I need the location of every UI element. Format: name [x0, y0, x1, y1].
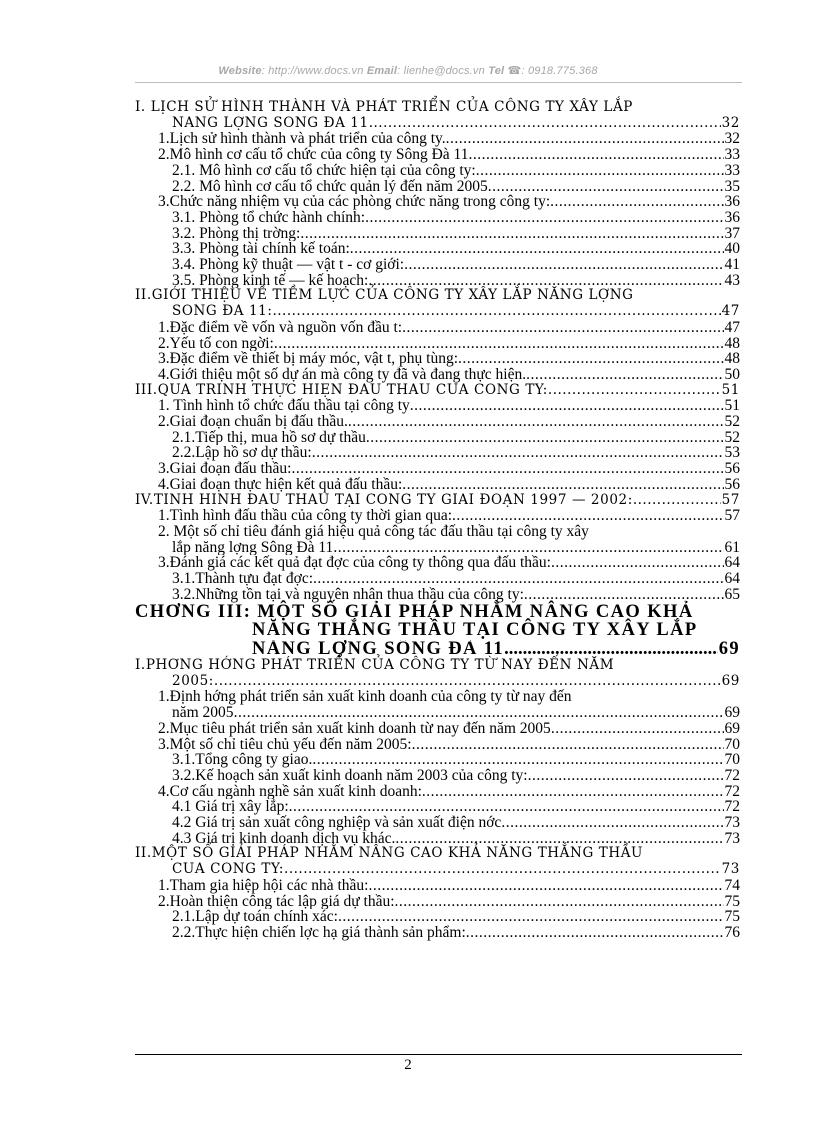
toc-entry-title: 2.1.Lập dự toán chính xác:	[172, 909, 338, 925]
toc-entry-title: NĂNG THẮNG THẦU TẠI CÔNG TY XÂY LẮP	[252, 620, 698, 640]
toc-entry-title: NĂNG LỢNG SÔNG ĐÀ 11	[252, 639, 505, 658]
toc-page-number: 33	[724, 162, 740, 179]
toc-entry[interactable]	[135, 878, 740, 894]
toc-entry-title: SÔNG ĐÀ 11:	[172, 304, 273, 320]
toc-entry[interactable]	[135, 320, 740, 336]
toc-page-number: 69	[718, 639, 740, 658]
toc-dot-leader	[214, 674, 721, 690]
toc-dot-leader	[274, 336, 724, 352]
toc-entry[interactable]	[135, 689, 740, 720]
toc-dot-leader	[452, 508, 723, 524]
toc-entry-title: 2.Yếu tố con ngời:	[158, 335, 274, 352]
toc-entry[interactable]	[135, 571, 740, 587]
toc-entry-title: 3.Giai đoạn đấu thầu:	[158, 461, 292, 477]
toc-entry-title: 3.2. Phòng thị trờng:	[172, 225, 301, 242]
page-header	[0, 64, 816, 77]
toc-entry-title: 3.4. Phòng kỹ thuật — vật t - cơ giới:	[172, 257, 405, 273]
toc-entry-title: 4.3 Giá trị kinh doanh dịch vụ khác.	[172, 830, 396, 847]
toc-page-number: 36	[724, 209, 740, 226]
toc-page-number: 75	[724, 893, 740, 910]
toc-dot-leader	[404, 257, 723, 273]
toc-entry[interactable]	[135, 752, 740, 768]
toc-entry-title: CỦA CÔNG TY:	[172, 862, 285, 878]
email-label: Email	[366, 65, 398, 77]
toc-dot-leader	[458, 351, 723, 367]
toc-entry[interactable]	[135, 210, 740, 226]
toc-entry-title: 2. Một số chỉ tiêu đánh giá hiệu quả công tác đấu thầu tại công ty xây	[158, 522, 589, 540]
toc-entry[interactable]	[135, 894, 740, 910]
toc-entry[interactable]	[135, 288, 740, 319]
toc-dot-leader	[422, 784, 724, 800]
toc-dot-leader	[395, 831, 723, 847]
toc-entry[interactable]	[135, 273, 740, 289]
toc-entry[interactable]	[135, 179, 740, 195]
toc-entry[interactable]	[135, 398, 740, 414]
toc-entry-title: 1.Tình hình đấu thầu của công ty thời gian qua:	[158, 508, 453, 524]
toc-entry[interactable]	[135, 131, 740, 147]
toc-dot-leader	[633, 493, 721, 509]
toc-page-number: 43	[724, 272, 740, 289]
toc-entry-title: II.MỘT SỐ GIẢI PHÁP NHẰM NÂNG CAO KHẢ NĂNG THẮNG THẦU	[135, 845, 644, 862]
toc-dot-leader	[466, 925, 724, 941]
toc-page-number: 51	[721, 382, 740, 398]
toc-entry[interactable]	[135, 461, 740, 477]
toc-dot-leader	[366, 430, 724, 446]
toc-page-number: 73	[724, 815, 740, 831]
toc-page-number: 75	[724, 909, 740, 925]
toc-entry[interactable]	[135, 445, 740, 461]
toc-entry-title: 3.3. Phòng tài chính kế toán:	[172, 241, 350, 258]
toc-dot-leader	[291, 461, 723, 477]
toc-page-number: 69	[724, 720, 740, 737]
toc-dot-leader	[365, 210, 723, 226]
toc-page-number: 48	[724, 335, 740, 352]
toc-entry-title: 1.Đặc điểm về vốn và nguồn vốn đầu t:	[158, 319, 403, 336]
toc-dot-leader	[348, 414, 724, 430]
toc-page-number: 36	[724, 194, 740, 210]
toc-page-number: 61	[724, 539, 740, 556]
toc-entry-title: 4.Giai đoạn thực hiện kết quả đấu thầu:	[158, 476, 403, 493]
toc-page-number: 72	[724, 783, 740, 800]
toc-entry-title: 4.1 Giá trị xây lắp:	[172, 799, 289, 816]
toc-page-number: 52	[724, 429, 740, 446]
toc-page-number: 57	[721, 492, 740, 508]
toc-page-number: 65	[724, 586, 740, 603]
toc-entry-title: 1.Tham gia hiệp hội các nhà thầu:	[158, 877, 369, 894]
toc-page-number: 72	[724, 767, 740, 784]
email-value: : lienhe@docs.vn	[397, 65, 485, 77]
toc-page-number: 51	[724, 398, 740, 415]
toc-entry-title: 4.Cơ cấu ngành nghề sản xuất kinh doanh:	[158, 783, 422, 800]
toc-entry-title: 1.Định hớng phát triển sản xuất kinh doanh của công ty từ nay đến	[158, 688, 572, 706]
toc-dot-leader	[551, 555, 724, 571]
toc-entry-title: IV.TÌNH HÌNH ĐẤU THẦU TẠI CÔNG TY GIAI ĐOẠN 1997 — 2002:	[135, 492, 633, 508]
toc-entry-title: III.QUÁ TRÌNH THỰC HIỆN ĐẤU THẦU CỦA CÔNG TY:	[135, 382, 548, 398]
toc-entry[interactable]	[135, 493, 740, 509]
toc-entry-title: 2.2. Mô hình cơ cấu tổ chức quản lý đến năm 2005	[172, 178, 488, 195]
toc-entry-title: 2.2.Thực hiện chiến lợc hạ giá thành sản phẩm:	[172, 924, 466, 941]
toc-page-number: 41	[724, 257, 740, 273]
toc-entry-title: lắp năng lợng Sông Đà 11	[172, 539, 334, 556]
toc-dot-leader	[548, 383, 721, 399]
toc-page-number: 73	[721, 862, 740, 878]
toc-page-number: 47	[724, 319, 740, 336]
toc-entry-title: 3.Đánh giá các kết quả đạt đợc của công ty thông qua đấu thầu:	[158, 555, 551, 572]
toc-entry-title: 4.Giới thiệu một số dự án mà công ty đã và đang thực hiện.	[158, 366, 527, 383]
toc-dot-leader	[504, 640, 718, 659]
toc-entry-title: 3.Đặc điểm về thiết bị máy móc, vật t, phụ tùng:	[158, 351, 459, 367]
toc-entry-title: 3.5. Phòng kinh tế — kế hoạch:	[172, 272, 369, 289]
toc-page-number: 50	[724, 366, 740, 383]
toc-entry-title: II.GIỚI THIỆU VỀ TIỀM LỰC CỦA CÔNG TY XÂY LẮP NĂNG LỢNG	[135, 287, 634, 304]
toc-entry[interactable]	[135, 737, 740, 753]
page-number: 2	[404, 1057, 412, 1073]
toc-entry[interactable]	[135, 351, 740, 367]
toc-dot-leader	[368, 273, 723, 289]
toc-dot-leader	[350, 241, 724, 257]
toc-entry-title: 2.1.Tiếp thị, mua hồ sơ dự thầu	[172, 429, 366, 446]
toc-page-number: 47	[721, 304, 740, 320]
toc-dot-leader	[550, 194, 723, 210]
toc-dot-leader	[501, 815, 723, 831]
toc-entry[interactable]	[135, 367, 740, 383]
toc-dot-leader	[369, 116, 721, 132]
toc-entry-title: 3.1. Phòng tổ chức hành chính:	[172, 209, 366, 226]
toc-entry-title: 3.1.Thành tựu đạt đợc:	[172, 571, 313, 587]
toc-dot-leader	[284, 862, 721, 878]
toc-entry[interactable]	[135, 477, 740, 493]
toc-entry[interactable]	[135, 831, 740, 847]
toc-page-number: 35	[724, 178, 740, 195]
toc-entry-title: 3.1.Tổng công ty giao.	[172, 752, 313, 768]
toc-dot-leader	[289, 799, 724, 815]
toc-entry[interactable]	[135, 147, 740, 163]
toc-entry-title: 1.Lịch sử hình thành và phát triển của công ty.	[158, 131, 446, 148]
toc-dot-leader	[368, 878, 723, 894]
toc-entry-title: 4.2 Giá trị sản xuất công nghiệp và sản xuất điện nớc	[172, 815, 502, 831]
tel-label: Tel	[488, 65, 505, 77]
toc-dot-leader	[312, 445, 724, 461]
toc-dot-leader	[234, 705, 724, 721]
toc-page-number: 73	[724, 830, 740, 847]
toc-dot-leader	[313, 571, 724, 587]
toc-entry[interactable]	[135, 815, 740, 831]
toc-entry[interactable]	[135, 508, 740, 524]
toc-page-number: 33	[724, 147, 740, 163]
toc-page-number: 64	[724, 555, 740, 572]
toc-page-number: 56	[724, 476, 740, 493]
toc-page-number: 32	[721, 115, 740, 131]
toc-dot-leader	[551, 721, 724, 737]
toc-entry[interactable]	[135, 383, 740, 399]
table-of-contents	[135, 100, 740, 941]
toc-page-number: 70	[724, 736, 740, 753]
toc-entry[interactable]	[135, 524, 740, 555]
header-divider	[135, 82, 742, 83]
toc-entry[interactable]	[135, 603, 740, 659]
toc-entry-title: 2005:	[172, 673, 214, 689]
toc-entry[interactable]	[135, 909, 740, 925]
toc-entry[interactable]	[135, 768, 740, 784]
toc-dot-leader	[402, 477, 723, 493]
toc-dot-leader	[526, 367, 723, 383]
toc-dot-leader	[312, 752, 723, 768]
toc-dot-leader	[468, 147, 723, 163]
toc-entry[interactable]	[135, 194, 740, 210]
toc-page-number: 57	[724, 508, 740, 524]
toc-page-number: 76	[724, 924, 740, 941]
toc-page-number: 52	[724, 414, 740, 430]
toc-entry-title: 3.Một số chỉ tiêu chủ yếu đến năm 2005:	[158, 736, 412, 753]
toc-dot-leader	[402, 320, 723, 336]
toc-entry[interactable]	[135, 587, 740, 603]
toc-dot-leader	[446, 131, 724, 147]
toc-entry-title: 3.2.Những tồn tại và nguyên nhân thua thầu của công ty:	[172, 586, 524, 603]
phone-icon: ☎	[507, 65, 522, 77]
toc-dot-leader	[300, 226, 723, 242]
toc-entry-title: 2.1. Mô hình cơ cấu tổ chức hiện tại của công ty:	[172, 162, 476, 179]
toc-entry[interactable]	[135, 336, 740, 352]
toc-entry[interactable]	[135, 241, 740, 257]
toc-entry[interactable]	[135, 555, 740, 571]
toc-page-number: 40	[724, 241, 740, 258]
toc-entry-title: I.PHƠNG HỚNG PHÁT TRIỂN CỦA CÔNG TY TỪ NAY ĐẾN NĂM	[135, 657, 615, 673]
toc-entry[interactable]	[135, 100, 740, 131]
toc-entry[interactable]	[135, 226, 740, 242]
toc-page-number: 37	[724, 225, 740, 242]
toc-entry-title: 3.Chức năng nhiệm vụ của các phòng chức năng trong công ty:	[158, 194, 551, 210]
toc-entry-title: 3.2.Kế hoạch sản xuất kinh doanh năm 2003 của công ty:	[172, 767, 528, 784]
toc-page-number: 64	[724, 571, 740, 587]
toc-dot-leader	[524, 587, 724, 603]
toc-page-number: 69	[724, 705, 740, 721]
toc-entry[interactable]	[135, 846, 740, 877]
toc-entry-title: CHƠNG III: MỘT SỐ GIẢI PHÁP NHẰM NÂNG CAO KHẢ	[135, 601, 694, 622]
toc-dot-leader	[528, 768, 724, 784]
toc-entry-title: 2.Mô hình cơ cấu tổ chức của công ty Sông Đà 11	[158, 147, 469, 163]
toc-entry[interactable]	[135, 784, 740, 800]
toc-page-number: 69	[721, 673, 740, 689]
toc-entry-title: 1. Tình hình tổ chức đấu thầu tại công ty	[158, 398, 410, 415]
toc-page-number: 53	[724, 445, 740, 462]
toc-entry-title: I. LỊCH SỬ HÌNH THÀNH VÀ PHÁT TRIỂN CỦA CÔNG TY XÂY LẮP	[135, 99, 633, 115]
toc-entry-title: NĂNG LỢNG SÔNG ĐÀ 11	[172, 115, 369, 131]
toc-page-number: 70	[724, 752, 740, 768]
footer-divider	[135, 1054, 742, 1055]
toc-entry[interactable]	[135, 658, 740, 689]
toc-page-number: 72	[724, 799, 740, 816]
toc-dot-leader	[476, 163, 724, 179]
toc-page-number: 56	[724, 461, 740, 477]
toc-entry[interactable]	[135, 721, 740, 737]
toc-dot-leader	[395, 894, 724, 910]
toc-entry[interactable]	[135, 414, 740, 430]
toc-entry-title: 2.Giai đoạn chuẩn bị đấu thầu.	[158, 414, 348, 430]
toc-entry-title: năm 2005	[172, 705, 234, 721]
toc-dot-leader	[412, 737, 724, 753]
toc-entry[interactable]	[135, 163, 740, 179]
toc-dot-leader	[333, 540, 723, 556]
toc-entry[interactable]	[135, 430, 740, 446]
website-label: Website	[218, 65, 262, 77]
toc-dot-leader	[410, 398, 724, 414]
toc-dot-leader	[272, 304, 720, 320]
website-value: : http://www.docs.vn	[261, 65, 364, 77]
toc-page-number: 74	[724, 877, 740, 894]
toc-entry[interactable]	[135, 925, 740, 941]
toc-entry-title: 2.Hoàn thiện công tác lập giá dự thầu:	[158, 893, 395, 910]
toc-page-number: 32	[724, 131, 740, 148]
toc-entry[interactable]	[135, 799, 740, 815]
toc-entry[interactable]	[135, 257, 740, 273]
toc-dot-leader	[488, 179, 724, 195]
toc-page-number: 48	[724, 351, 740, 367]
toc-entry-title: 2.Mục tiêu phát triển sản xuất kinh doanh từ nay đến năm 2005	[158, 720, 551, 737]
toc-entry-title: 2.2.Lập hồ sơ dự thầu:	[172, 445, 312, 462]
toc-dot-leader	[338, 909, 724, 925]
tel-value: : 0918.775.368	[521, 65, 598, 77]
